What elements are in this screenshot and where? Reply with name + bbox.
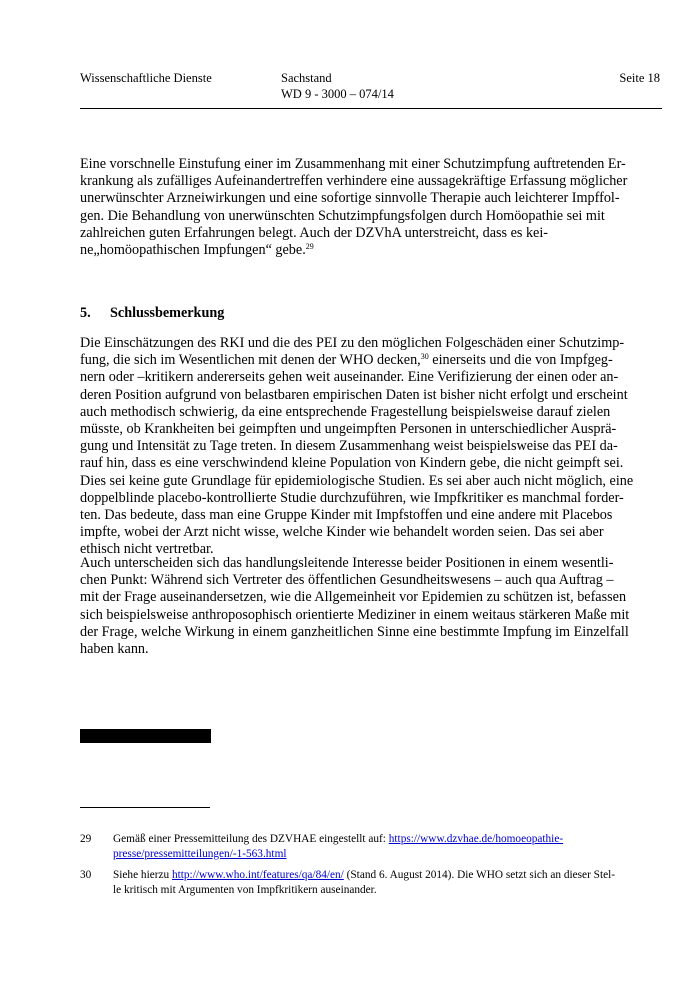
footnote-text bbox=[113, 832, 662, 861]
text-line: nern oder –kritikern andererseits gehen weit auseinander. Eine Verifizierung der einen oder an- bbox=[80, 369, 619, 386]
text-line: müsste, ob Krankheiten bei geimpften und ungeimpften Personen in unterschiedlicher Ausprä- bbox=[80, 421, 617, 438]
text-line: chen Punkt: Während sich Vertreter des öffentlichen Gesundheitswesens – auch qua Auftrag – bbox=[80, 572, 614, 589]
header-organization: Wissenschaftliche Dienste bbox=[80, 71, 212, 85]
footnote-separator bbox=[80, 807, 210, 808]
text-line: ten. Das bedeute, dass man eine Gruppe Kinder mit Impfstoffen und eine andere mit Placebos bbox=[80, 507, 613, 524]
footnote-line bbox=[113, 832, 662, 847]
footnote-line bbox=[113, 847, 662, 862]
text-fragment: (Stand 6. August 2014). Die WHO setzt sich an dieser Stel- bbox=[343, 869, 615, 881]
text-line: sich beispielsweise anthroposophisch orientierte Mediziner in einem weitaus stärkeren Maße mit bbox=[80, 606, 630, 623]
footnote-ref-29[interactable]: 29 bbox=[305, 242, 314, 252]
redaction-bar bbox=[80, 729, 211, 743]
text-line-with-footnote bbox=[80, 242, 662, 259]
footnote-line: le kritisch mit Argumenten von Impfkritikern auseinander. bbox=[113, 883, 377, 896]
footnote-link-dzvhae-continued[interactable]: presse/pressemitteilungen/-1-563.html bbox=[113, 847, 287, 860]
text-fragment: ne„homöopathischen Impfungen“ gebe. bbox=[80, 242, 306, 259]
footnote-number: 30 bbox=[80, 869, 92, 881]
section-number: 5. bbox=[80, 305, 91, 321]
text-line: impfte, wobei der Arzt nicht wisse, welche Kinder wie behandelt worden seien. Das sei aber bbox=[80, 524, 604, 541]
header-doc-type: Sachstand bbox=[281, 71, 332, 85]
text-line: der Frage, welche Wirkung in einem ganzheitlichen Sinne eine bestimmte Impfung im Einzelfall bbox=[80, 623, 629, 640]
section-title: Schlussbemerkung bbox=[110, 305, 225, 321]
text-line: gen. Die Behandlung von unerwünschten Schutzimpfungsfolgen durch Homöopathie sei mit bbox=[80, 207, 605, 224]
text-fragment: fung, die sich im Wesentlichen mit denen der WHO decken, bbox=[80, 352, 421, 369]
header-rule bbox=[80, 108, 662, 109]
footnote-ref-30[interactable]: 30 bbox=[420, 352, 429, 362]
footnote-link-dzvhae[interactable]: https://www.dzvhae.de/homoeopathie- bbox=[388, 833, 564, 845]
footnote-text bbox=[113, 868, 662, 897]
text-line: ethisch nicht vertretbar. bbox=[80, 541, 214, 558]
paragraph-interests bbox=[80, 555, 662, 658]
section-heading bbox=[80, 304, 224, 322]
text-fragment: einerseits und die von Impfgeg- bbox=[428, 352, 613, 369]
text-line-with-footnote bbox=[80, 352, 662, 369]
paragraph-homeopathy bbox=[80, 156, 662, 259]
text-line: krankung als zufälliges Aufeinandertreffen verhindere eine aussagekräftige Erfassung möglicher bbox=[80, 173, 628, 190]
text-line: unerwünschter Arzneiwirkungen und eine sofortige sinnvolle Therapie auch leichterer Impffol- bbox=[80, 190, 620, 207]
text-line: gung und Intensität zu Tage treten. In diesem Zusammenhang weist beispielsweise das PEI da- bbox=[80, 438, 618, 455]
text-line: Eine vorschnelle Einstufung einer im Zusammenhang mit einer Schutzimpfung auftretenden Er- bbox=[80, 156, 626, 172]
header-document-info bbox=[281, 70, 394, 102]
footnote-line bbox=[113, 868, 662, 883]
text-line: haben kann. bbox=[80, 641, 149, 658]
footnote-number: 29 bbox=[80, 833, 92, 845]
text-line: auch methodisch schwierig, da eine entsprechende Fragestellung beispielsweise darauf zielen bbox=[80, 403, 611, 420]
text-line: doppelblinde placebo-kontrollierte Studie durchzuführen, wie Impfkritiker es manchmal forder- bbox=[80, 489, 624, 506]
footnote-link-who[interactable]: http://www.who.int/features/qa/84/en/ bbox=[171, 869, 344, 881]
header-doc-number: WD 9 - 3000 – 074/14 bbox=[281, 87, 394, 101]
text-fragment: Gemäß einer Pressemitteilung des DZVHAE eingestellt auf: bbox=[113, 833, 389, 845]
text-line: Die Einschätzungen des RKI und die des PEI zu den möglichen Folgeschäden einer Schutzimp- bbox=[80, 335, 625, 351]
text-line: deren Position aufgrund von belastbaren empirischen Daten ist bisher nicht erfolgt und erscheint bbox=[80, 386, 628, 403]
header-page-number: Seite 18 bbox=[619, 71, 660, 85]
text-fragment: Siehe hierzu bbox=[113, 869, 172, 881]
paragraph-conclusion bbox=[80, 335, 662, 559]
text-line: Auch unterscheiden sich das handlungsleitende Interesse beider Positionen in einem wesentli- bbox=[80, 555, 614, 571]
text-line: zahlreichen guten Erfahrungen belegt. Auch der DZVhA unterstreicht, dass es kei- bbox=[80, 224, 549, 241]
text-line: rauf hin, dass es eine verschwindend kleine Population von Kindern gebe, die nicht geimpft sei. bbox=[80, 455, 624, 472]
text-line: Dies sei keine gute Grundlage für epidemiologische Studien. Es sei aber auch nicht möglich, eine bbox=[80, 472, 634, 489]
text-line: mit der Frage auseinandersetzen, wie die Allgemeinheit vor Epidemien zu schützen ist, befassen bbox=[80, 589, 627, 606]
page-header bbox=[80, 70, 662, 110]
